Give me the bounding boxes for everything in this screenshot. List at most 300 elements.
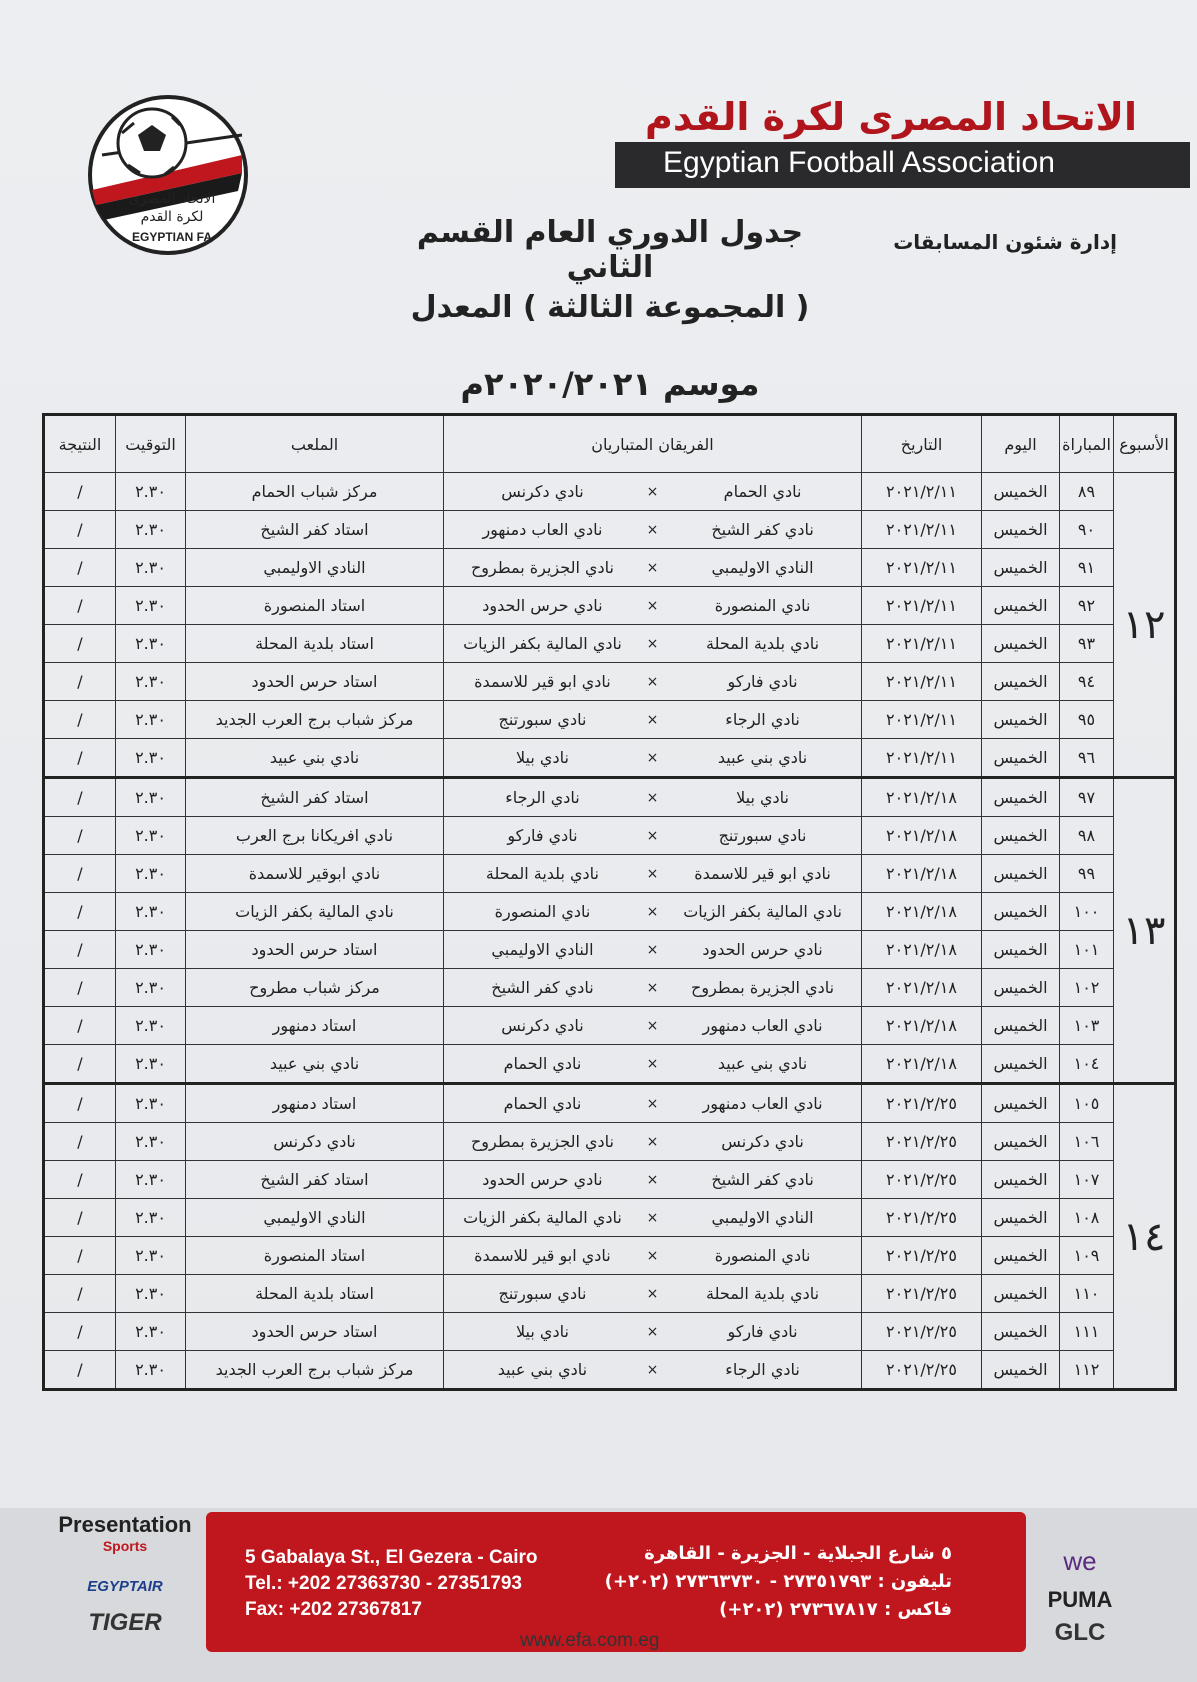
table-row bbox=[44, 587, 1176, 625]
match-teams bbox=[444, 1313, 862, 1351]
match-result: / bbox=[44, 1199, 116, 1237]
website-link[interactable]: www.efa.com.eg bbox=[520, 1630, 660, 1651]
away-team: نادي دكرنس bbox=[501, 1016, 584, 1035]
match-number: ١٠١ bbox=[1060, 931, 1114, 969]
match-stadium: نادي افريكانا برج العرب bbox=[186, 817, 444, 855]
away-team: نادي دكرنس bbox=[501, 482, 584, 501]
header-result: النتيجة bbox=[44, 415, 116, 473]
versus-mark: × bbox=[646, 1017, 659, 1034]
match-date: ٢٠٢١/٢/١٨ bbox=[862, 1045, 982, 1084]
match-number: ٩١ bbox=[1060, 549, 1114, 587]
schedule-table bbox=[42, 413, 1177, 1391]
match-day: الخميس bbox=[982, 549, 1060, 587]
match-stadium: مركز شباب برج العرب الجديد bbox=[186, 701, 444, 739]
match-day: الخميس bbox=[982, 1045, 1060, 1084]
match-number: ٨٩ bbox=[1060, 473, 1114, 511]
address-ar-line-2: تليفون : ٢٧٣٥١٧٩٣ - ٢٧٣٦٣٧٣٠ (٢٠٢+) bbox=[604, 1571, 952, 1592]
sponsor-tiger: TIGER bbox=[88, 1609, 162, 1636]
match-number: ٩٢ bbox=[1060, 587, 1114, 625]
home-team: نادي بلدية المحلة bbox=[705, 1284, 820, 1303]
match-stadium: استاد دمنهور bbox=[186, 1007, 444, 1045]
match-result: / bbox=[44, 1237, 116, 1275]
match-time: ٢.٣٠ bbox=[116, 701, 186, 739]
match-time: ٢.٣٠ bbox=[116, 663, 186, 701]
match-result: / bbox=[44, 1351, 116, 1390]
match-time: ٢.٣٠ bbox=[116, 549, 186, 587]
match-number: ١٠٠ bbox=[1060, 893, 1114, 931]
match-date: ٢٠٢١/٢/١٨ bbox=[862, 855, 982, 893]
header-teams: الفريقان المتباريان bbox=[444, 415, 862, 473]
match-time: ٢.٣٠ bbox=[116, 1161, 186, 1199]
match-number: ٩٠ bbox=[1060, 511, 1114, 549]
match-stadium: استاد حرس الحدود bbox=[186, 663, 444, 701]
match-teams bbox=[444, 1045, 862, 1084]
match-day: الخميس bbox=[982, 511, 1060, 549]
match-result: / bbox=[44, 1123, 116, 1161]
table-row bbox=[44, 931, 1176, 969]
sponsor-sports: Sports bbox=[102, 1538, 148, 1554]
match-date: ٢٠٢١/٢/٢٥ bbox=[862, 1237, 982, 1275]
versus-mark: × bbox=[646, 597, 659, 614]
match-time: ٢.٣٠ bbox=[116, 1199, 186, 1237]
match-stadium: استاد دمنهور bbox=[186, 1084, 444, 1123]
versus-mark: × bbox=[646, 1095, 659, 1112]
match-time: ٢.٣٠ bbox=[116, 511, 186, 549]
match-time: ٢.٣٠ bbox=[116, 1275, 186, 1313]
match-number: ١٠٢ bbox=[1060, 969, 1114, 1007]
match-time: ٢.٣٠ bbox=[116, 893, 186, 931]
away-team: نادي الجزيرة بمطروح bbox=[470, 558, 614, 577]
match-stadium: نادي المالية بكفر الزيات bbox=[186, 893, 444, 931]
match-date: ٢٠٢١/٢/١٨ bbox=[862, 817, 982, 855]
match-teams bbox=[444, 473, 862, 511]
match-stadium: نادي بني عبيد bbox=[186, 1045, 444, 1084]
versus-mark: × bbox=[646, 941, 659, 958]
away-team: نادي المنصورة bbox=[494, 902, 591, 921]
match-time: ٢.٣٠ bbox=[116, 1313, 186, 1351]
versus-mark: × bbox=[646, 827, 659, 844]
schedule-title: جدول الدوري العام القسم الثاني bbox=[416, 215, 804, 285]
table-row bbox=[44, 549, 1176, 587]
match-teams bbox=[444, 587, 862, 625]
match-date: ٢٠٢١/٢/١١ bbox=[862, 701, 982, 739]
match-stadium: النادي الاوليمبي bbox=[186, 549, 444, 587]
match-day: الخميس bbox=[982, 625, 1060, 663]
match-time: ٢.٣٠ bbox=[116, 1045, 186, 1084]
away-team: نادي حرس الحدود bbox=[482, 596, 603, 615]
home-team: نادي العاب دمنهور bbox=[702, 1016, 823, 1035]
match-date: ٢٠٢١/٢/١١ bbox=[862, 587, 982, 625]
table-row bbox=[44, 1084, 1176, 1123]
match-number: ٩٤ bbox=[1060, 663, 1114, 701]
home-team: نادي فاركو bbox=[727, 672, 798, 691]
match-day: الخميس bbox=[982, 817, 1060, 855]
home-team: نادي كفر الشيخ bbox=[711, 1170, 814, 1189]
match-day: الخميس bbox=[982, 1161, 1060, 1199]
table-row bbox=[44, 1313, 1176, 1351]
sponsors-right bbox=[1020, 1520, 1140, 1647]
match-number: ١٠٨ bbox=[1060, 1199, 1114, 1237]
match-time: ٢.٣٠ bbox=[116, 625, 186, 663]
header-stadium: الملعب bbox=[186, 415, 444, 473]
match-date: ٢٠٢١/٢/٢٥ bbox=[862, 1123, 982, 1161]
match-number: ٩٥ bbox=[1060, 701, 1114, 739]
away-team: نادي ابو قير للاسمدة bbox=[474, 672, 611, 691]
match-teams bbox=[444, 893, 862, 931]
match-teams bbox=[444, 778, 862, 817]
match-result: / bbox=[44, 969, 116, 1007]
match-number: ١٠٤ bbox=[1060, 1045, 1114, 1084]
match-date: ٢٠٢١/٢/١١ bbox=[862, 473, 982, 511]
match-stadium: نادي دكرنس bbox=[186, 1123, 444, 1161]
match-day: الخميس bbox=[982, 778, 1060, 817]
match-day: الخميس bbox=[982, 1007, 1060, 1045]
away-team: نادي ابو قير للاسمدة bbox=[474, 1246, 611, 1265]
week-number: ١٣ bbox=[1114, 778, 1176, 1084]
match-result: / bbox=[44, 1275, 116, 1313]
header-time: التوقيت bbox=[116, 415, 186, 473]
match-date: ٢٠٢١/٢/١١ bbox=[862, 511, 982, 549]
match-stadium: استاد كفر الشيخ bbox=[186, 1161, 444, 1199]
match-date: ٢٠٢١/٢/١٨ bbox=[862, 1007, 982, 1045]
versus-mark: × bbox=[646, 903, 659, 920]
match-result: / bbox=[44, 587, 116, 625]
match-teams bbox=[444, 625, 862, 663]
efa-english-title: Egyptian Football Association bbox=[663, 146, 1055, 179]
versus-mark: × bbox=[646, 1323, 659, 1340]
match-number: ١٠٥ bbox=[1060, 1084, 1114, 1123]
match-result: / bbox=[44, 1313, 116, 1351]
away-team: نادي سبورتنج bbox=[498, 1284, 587, 1303]
table-row bbox=[44, 625, 1176, 663]
home-team: نادي الجزيرة بمطروح bbox=[691, 978, 835, 997]
match-date: ٢٠٢١/٢/١٨ bbox=[862, 893, 982, 931]
match-date: ٢٠٢١/٢/١٨ bbox=[862, 969, 982, 1007]
away-team: نادي العاب دمنهور bbox=[482, 520, 603, 539]
home-team: نادي بيلا bbox=[736, 788, 789, 807]
match-teams bbox=[444, 1351, 862, 1390]
match-stadium: استاد المنصورة bbox=[186, 1237, 444, 1275]
match-stadium: النادي الاوليمبي bbox=[186, 1199, 444, 1237]
match-result: / bbox=[44, 1007, 116, 1045]
logo-text-3: EGYPTIAN FA bbox=[131, 230, 213, 244]
home-team: نادي ابو قير للاسمدة bbox=[694, 864, 831, 883]
versus-mark: × bbox=[646, 635, 659, 652]
versus-mark: × bbox=[646, 1285, 659, 1302]
home-team: النادي الاوليمبي bbox=[711, 1208, 814, 1227]
match-day: الخميس bbox=[982, 893, 1060, 931]
match-stadium: مركز شباب برج العرب الجديد bbox=[186, 1351, 444, 1390]
match-number: ١١٠ bbox=[1060, 1275, 1114, 1313]
department-label: إدارة شئون المسابقات bbox=[893, 230, 1117, 254]
match-time: ٢.٣٠ bbox=[116, 855, 186, 893]
table-row bbox=[44, 1123, 1176, 1161]
home-team: النادي الاوليمبي bbox=[711, 558, 814, 577]
match-date: ٢٠٢١/٢/١٨ bbox=[862, 778, 982, 817]
away-team: نادي حرس الحدود bbox=[482, 1170, 603, 1189]
match-number: ١٠٩ bbox=[1060, 1237, 1114, 1275]
match-result: / bbox=[44, 855, 116, 893]
match-day: الخميس bbox=[982, 931, 1060, 969]
match-teams bbox=[444, 1084, 862, 1123]
versus-mark: × bbox=[646, 521, 659, 538]
away-team: نادي الرجاء bbox=[505, 788, 580, 807]
match-day: الخميس bbox=[982, 739, 1060, 778]
versus-mark: × bbox=[646, 1361, 659, 1378]
sponsor-presentation: Presentation bbox=[58, 1512, 192, 1537]
week-number: ١٤ bbox=[1114, 1084, 1176, 1390]
table-row bbox=[44, 511, 1176, 549]
table-row bbox=[44, 893, 1176, 931]
versus-mark: × bbox=[646, 1171, 659, 1188]
match-time: ٢.٣٠ bbox=[116, 817, 186, 855]
match-time: ٢.٣٠ bbox=[116, 969, 186, 1007]
match-day: الخميس bbox=[982, 1351, 1060, 1390]
match-stadium: استاد حرس الحدود bbox=[186, 1313, 444, 1351]
match-time: ٢.٣٠ bbox=[116, 931, 186, 969]
match-day: الخميس bbox=[982, 1199, 1060, 1237]
match-time: ٢.٣٠ bbox=[116, 1351, 186, 1390]
away-team: نادي كفر الشيخ bbox=[491, 978, 594, 997]
away-team: نادي بيلا bbox=[516, 748, 569, 767]
match-number: ١١١ bbox=[1060, 1313, 1114, 1351]
match-teams bbox=[444, 701, 862, 739]
match-stadium: استاد المنصورة bbox=[186, 587, 444, 625]
match-stadium: نادي بني عبيد bbox=[186, 739, 444, 778]
match-stadium: نادي ابوقير للاسمدة bbox=[186, 855, 444, 893]
versus-mark: × bbox=[646, 979, 659, 996]
match-day: الخميس bbox=[982, 1123, 1060, 1161]
match-teams bbox=[444, 511, 862, 549]
match-result: / bbox=[44, 1161, 116, 1199]
away-team: النادي الاوليمبي bbox=[491, 940, 594, 959]
away-team: نادي بلدية المحلة bbox=[485, 864, 599, 883]
sponsor-glc: GLC bbox=[1054, 1619, 1106, 1646]
table-row bbox=[44, 1237, 1176, 1275]
versus-mark: × bbox=[646, 483, 659, 500]
table-row bbox=[44, 855, 1176, 893]
away-team: نادي الجزيرة بمطروح bbox=[470, 1132, 614, 1151]
match-day: الخميس bbox=[982, 587, 1060, 625]
match-number: ٩٩ bbox=[1060, 855, 1114, 893]
match-number: ١١٢ bbox=[1060, 1351, 1114, 1390]
address-english bbox=[245, 1545, 538, 1623]
match-date: ٢٠٢١/٢/٢٥ bbox=[862, 1084, 982, 1123]
match-day: الخميس bbox=[982, 1313, 1060, 1351]
header-date: التاريخ bbox=[862, 415, 982, 473]
table-row bbox=[44, 1199, 1176, 1237]
match-date: ٢٠٢١/٢/٢٥ bbox=[862, 1351, 982, 1390]
match-teams bbox=[444, 739, 862, 778]
versus-mark: × bbox=[646, 1209, 659, 1226]
match-stadium: مركز شباب مطروح bbox=[186, 969, 444, 1007]
match-time: ٢.٣٠ bbox=[116, 473, 186, 511]
match-result: / bbox=[44, 1045, 116, 1084]
week-number: ١٢ bbox=[1114, 473, 1176, 778]
home-team: نادي كفر الشيخ bbox=[711, 520, 814, 539]
away-team: نادي سبورتنج bbox=[498, 710, 587, 729]
home-team: نادي دكرنس bbox=[721, 1132, 804, 1151]
match-date: ٢٠٢١/٢/١١ bbox=[862, 739, 982, 778]
match-date: ٢٠٢١/٢/١٨ bbox=[862, 931, 982, 969]
match-result: / bbox=[44, 931, 116, 969]
table-row bbox=[44, 778, 1176, 817]
match-number: ١٠٦ bbox=[1060, 1123, 1114, 1161]
away-team: نادي المالية بكفر الزيات bbox=[463, 1208, 622, 1227]
match-date: ٢٠٢١/٢/٢٥ bbox=[862, 1199, 982, 1237]
match-number: ٩٨ bbox=[1060, 817, 1114, 855]
match-result: / bbox=[44, 473, 116, 511]
home-team: نادي سبورتنج bbox=[718, 826, 807, 845]
sponsor-egyptair: EGYPTAIR bbox=[87, 1578, 163, 1595]
versus-mark: × bbox=[646, 865, 659, 882]
efa-logo bbox=[82, 95, 262, 265]
table-row bbox=[44, 1045, 1176, 1084]
efa-arabic-title: الاتحاد المصرى لكرة القدم bbox=[645, 95, 1137, 139]
header-day: اليوم bbox=[982, 415, 1060, 473]
match-teams bbox=[444, 817, 862, 855]
table-row bbox=[44, 1275, 1176, 1313]
match-date: ٢٠٢١/٢/١١ bbox=[862, 625, 982, 663]
match-stadium: استاد كفر الشيخ bbox=[186, 778, 444, 817]
home-team: نادي حرس الحدود bbox=[702, 940, 823, 959]
match-day: الخميس bbox=[982, 1275, 1060, 1313]
table-row bbox=[44, 701, 1176, 739]
match-date: ٢٠٢١/٢/١١ bbox=[862, 549, 982, 587]
match-result: / bbox=[44, 1084, 116, 1123]
table-row bbox=[44, 1351, 1176, 1390]
away-team: نادي الحمام bbox=[503, 1054, 582, 1073]
match-day: الخميس bbox=[982, 855, 1060, 893]
schedule-body bbox=[44, 473, 1176, 1390]
home-team: نادي المنصورة bbox=[714, 596, 811, 615]
match-date: ٢٠٢١/٢/١١ bbox=[862, 663, 982, 701]
away-team: نادي بني عبيد bbox=[497, 1360, 588, 1379]
match-number: ٩٧ bbox=[1060, 778, 1114, 817]
match-date: ٢٠٢١/٢/٢٥ bbox=[862, 1161, 982, 1199]
home-team: نادي الرجاء bbox=[725, 1360, 800, 1379]
away-team: نادي الحمام bbox=[503, 1094, 582, 1113]
match-stadium: استاد حرس الحدود bbox=[186, 931, 444, 969]
home-team: نادي الرجاء bbox=[725, 710, 800, 729]
match-teams bbox=[444, 1275, 862, 1313]
table-row bbox=[44, 969, 1176, 1007]
match-result: / bbox=[44, 663, 116, 701]
match-teams bbox=[444, 1007, 862, 1045]
match-date: ٢٠٢١/٢/٢٥ bbox=[862, 1275, 982, 1313]
match-time: ٢.٣٠ bbox=[116, 778, 186, 817]
logo-text-2: لكرة القدم bbox=[140, 209, 204, 225]
table-row bbox=[44, 473, 1176, 511]
match-day: الخميس bbox=[982, 1084, 1060, 1123]
match-number: ١٠٧ bbox=[1060, 1161, 1114, 1199]
address-en-line-2: Tel.: +202 27363730 - 27351793 bbox=[245, 1573, 522, 1594]
match-time: ٢.٣٠ bbox=[116, 739, 186, 778]
match-stadium: استاد بلدية المحلة bbox=[186, 625, 444, 663]
match-day: الخميس bbox=[982, 473, 1060, 511]
match-result: / bbox=[44, 893, 116, 931]
match-number: ٩٦ bbox=[1060, 739, 1114, 778]
away-team: نادي المالية بكفر الزيات bbox=[463, 634, 622, 653]
address-arabic bbox=[605, 1540, 952, 1624]
address-ar-line-1: ٥ شارع الجبلاية - الجزيرة - القاهرة bbox=[644, 1543, 952, 1564]
table-header-row bbox=[44, 415, 1176, 473]
address-en-line-1: 5 Gabalaya St., El Gezera - Cairo bbox=[245, 1547, 538, 1568]
home-team: نادي المنصورة bbox=[714, 1246, 811, 1265]
away-team: نادي فاركو bbox=[507, 826, 578, 845]
match-teams bbox=[444, 969, 862, 1007]
match-time: ٢.٣٠ bbox=[116, 1084, 186, 1123]
address-ar-line-3: فاكس : ٢٧٣٦٧٨١٧ (٢٠٢+) bbox=[719, 1599, 952, 1620]
home-team: نادي بني عبيد bbox=[717, 1054, 808, 1073]
match-teams bbox=[444, 1123, 862, 1161]
match-number: ٩٣ bbox=[1060, 625, 1114, 663]
away-team: نادي بيلا bbox=[516, 1322, 569, 1341]
match-time: ٢.٣٠ bbox=[116, 1123, 186, 1161]
season-title: موسم ٢٠٢٠/٢٠٢١م bbox=[460, 365, 760, 403]
match-teams bbox=[444, 663, 862, 701]
versus-mark: × bbox=[646, 711, 659, 728]
home-team: نادي بني عبيد bbox=[717, 748, 808, 767]
address-en-line-3: Fax: +202 27367817 bbox=[245, 1599, 422, 1620]
match-time: ٢.٣٠ bbox=[116, 1007, 186, 1045]
versus-mark: × bbox=[646, 673, 659, 690]
match-result: / bbox=[44, 549, 116, 587]
sponsor-puma: PUMA bbox=[1047, 1587, 1113, 1612]
match-stadium: استاد كفر الشيخ bbox=[186, 511, 444, 549]
sponsors-left bbox=[45, 1512, 205, 1637]
match-teams bbox=[444, 549, 862, 587]
versus-mark: × bbox=[646, 559, 659, 576]
home-team: نادي بلدية المحلة bbox=[705, 634, 820, 653]
match-day: الخميس bbox=[982, 701, 1060, 739]
sponsor-we: we bbox=[1063, 1546, 1097, 1576]
versus-mark: × bbox=[646, 1247, 659, 1264]
match-day: الخميس bbox=[982, 1237, 1060, 1275]
match-result: / bbox=[44, 511, 116, 549]
versus-mark: × bbox=[646, 1133, 659, 1150]
match-teams bbox=[444, 1237, 862, 1275]
match-stadium: استاد بلدية المحلة bbox=[186, 1275, 444, 1313]
table-row bbox=[44, 739, 1176, 778]
match-teams bbox=[444, 855, 862, 893]
group-title: ( المجموعة الثالثة ) المعدل bbox=[410, 290, 810, 325]
match-time: ٢.٣٠ bbox=[116, 587, 186, 625]
match-teams bbox=[444, 931, 862, 969]
match-result: / bbox=[44, 701, 116, 739]
versus-mark: × bbox=[646, 749, 659, 766]
match-number: ١٠٣ bbox=[1060, 1007, 1114, 1045]
match-teams bbox=[444, 1161, 862, 1199]
logo-text-1: الاتحاد المصرى bbox=[128, 191, 216, 207]
match-day: الخميس bbox=[982, 969, 1060, 1007]
table-row bbox=[44, 1161, 1176, 1199]
versus-mark: × bbox=[646, 1055, 659, 1072]
header-match: المباراة bbox=[1060, 415, 1114, 473]
home-team: نادي العاب دمنهور bbox=[702, 1094, 823, 1113]
match-result: / bbox=[44, 778, 116, 817]
versus-mark: × bbox=[646, 789, 659, 806]
match-result: / bbox=[44, 625, 116, 663]
efa-english-bar bbox=[615, 142, 1190, 188]
header-week: الأسبوع bbox=[1114, 415, 1176, 473]
home-team: نادي الحمام bbox=[723, 482, 802, 501]
home-team: نادي فاركو bbox=[727, 1322, 798, 1341]
table-row bbox=[44, 817, 1176, 855]
match-result: / bbox=[44, 739, 116, 778]
table-row bbox=[44, 663, 1176, 701]
table-row bbox=[44, 1007, 1176, 1045]
